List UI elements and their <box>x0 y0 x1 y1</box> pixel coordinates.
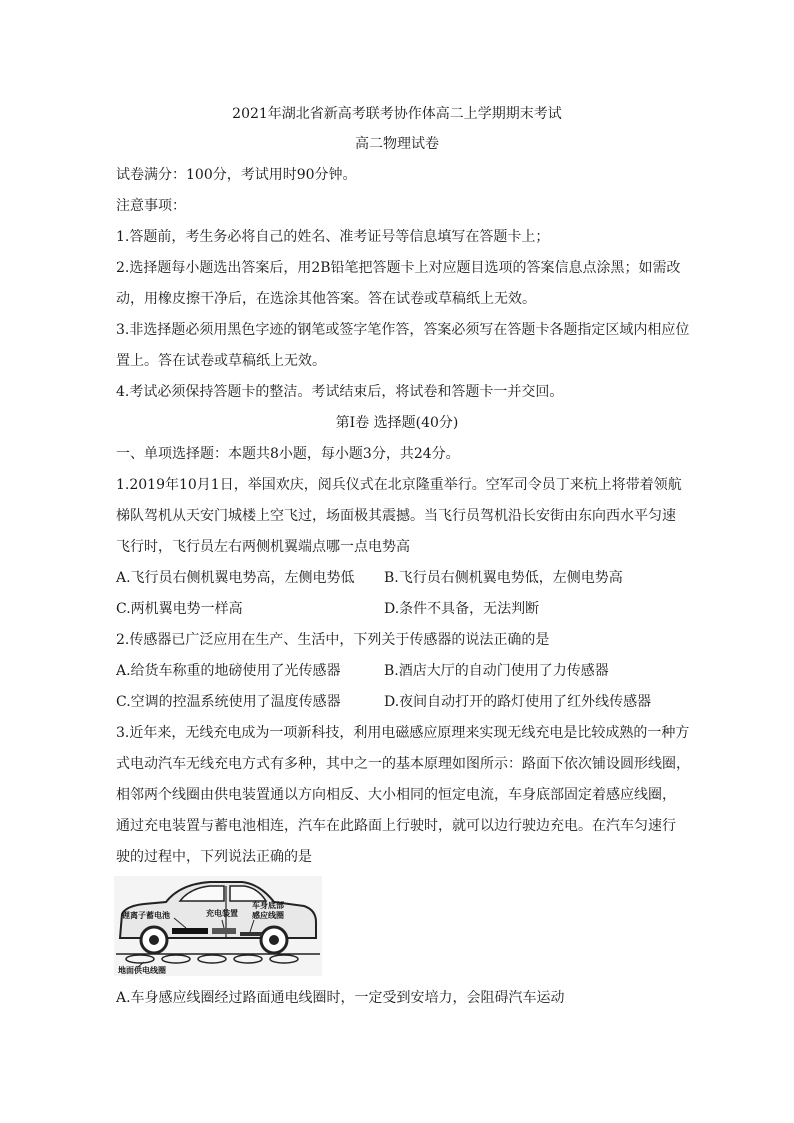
q1-option-c: C.两机翼电势一样高 <box>116 601 243 617</box>
notice-item-2-cont: 动，用橡皮擦干净后，在选涂其他答案。答在试卷或草稿纸上无效。 <box>116 291 536 307</box>
notice-item-3-cont: 置上。答在试卷或草稿纸上无效。 <box>116 353 326 369</box>
part-heading: 一、单项选择题：本题共8小题，每小题3分，共24分。 <box>116 446 460 462</box>
q1-option-a: A.飞行员右侧机翼电势高，左侧电势低 <box>116 570 355 586</box>
q1-option-b: B.飞行员右侧机翼电势低，左侧电势高 <box>384 570 623 586</box>
q1-stem-line-3: 飞行时，飞行员左右两侧机翼端点哪一点电势高 <box>116 539 410 555</box>
q2-option-c: C.空调的控温系统使用了温度传感器 <box>116 694 341 710</box>
q2-option-d: D.夜间自动打开的路灯使用了红外线传感器 <box>384 694 652 710</box>
car-diagram <box>114 876 322 976</box>
notice-heading: 注意事项： <box>116 198 186 214</box>
q1-stem-line-1: 1.2019年10月1日，举国欢庆，阅兵仪式在北京隆重举行。空军司令员丁来杭上将带着领航 <box>116 477 682 493</box>
q3-stem-line-2: 式电动汽车无线充电方式有多种，其中之一的基本原理如图所示：路面下依次铺设圆形线圈， <box>116 756 690 772</box>
rear-wheel-hub <box>269 935 279 945</box>
body-coil <box>240 932 262 936</box>
q1-stem-line-2: 梯队驾机从天安门城楼上空飞过，场面极其震撼。当飞行员驾机沿长安街由东向西水平匀速 <box>116 508 676 524</box>
notice-item-1: 1.答题前，考生务必将自己的姓名、准考证号等信息填写在答题卡上； <box>116 229 550 245</box>
label-battery: 锂离子蓄电池 <box>122 911 170 920</box>
charger-block <box>212 928 236 934</box>
q2-option-a: A.给货车称重的地磅使用了光传感器 <box>116 663 341 679</box>
front-wheel-hub <box>149 935 159 945</box>
section-title: 第Ⅰ卷 选择题(40分) <box>335 415 459 431</box>
exam-title: 2021年湖北省新高考联考协作体高二上学期期末考试 <box>232 106 562 122</box>
notice-item-4: 4.考试必须保持答题卡的整洁。考试结束后，将试卷和答题卡一并交回。 <box>116 384 564 400</box>
exam-info: 试卷满分：100分，考试用时90分钟。 <box>116 167 357 183</box>
q3-stem-line-4: 通过充电装置与蓄电池相连，汽车在此路面上行驶时，就可以边行驶边充电。在汽车匀速行 <box>116 818 676 834</box>
label-body-coil-1: 车身底部 <box>252 901 284 910</box>
q3-stem-line-3: 相邻两个线圈由供电装置通以方向相反、大小相同的恒定电流，车身底部固定着感应线圈， <box>116 787 676 803</box>
battery-block <box>172 928 208 934</box>
q2-option-b: B.酒店大厅的自动门使用了力传感器 <box>384 663 609 679</box>
label-charger: 充电装置 <box>206 909 238 918</box>
q2-stem: 2.传感器已广泛应用在生产、生活中，下列关于传感器的说法正确的是 <box>116 632 550 648</box>
q3-option-a: A.车身感应线圈经过路面通电线圈时，一定受到安培力，会阻碍汽车运动 <box>116 990 565 1006</box>
label-ground-coil: 地面供电线圈 <box>118 966 166 975</box>
q3-stem-line-5: 驶的过程中，下列说法正确的是 <box>116 849 312 865</box>
notice-item-2: 2.选择题每小题选出答案后，用2B铅笔把答题卡上对应题目选项的答案信息点涂黑；如需改 <box>116 260 681 276</box>
notice-item-3: 3.非选择题必须用黑色字迹的钢笔或签字笔作答，答案必须写在答题卡各题指定区域内相应位 <box>116 322 690 338</box>
wireless-charging-figure <box>114 876 322 976</box>
label-body-coil-2: 感应线圈 <box>252 911 284 920</box>
q3-stem-line-1: 3.近年来，无线充电成为一项新科技，利用电磁感应原理来实现无线充电是比较成熟的一种方 <box>116 725 690 741</box>
q1-option-d: D.条件不具备，无法判断 <box>384 601 540 617</box>
exam-subtitle: 高二物理试卷 <box>355 136 439 152</box>
